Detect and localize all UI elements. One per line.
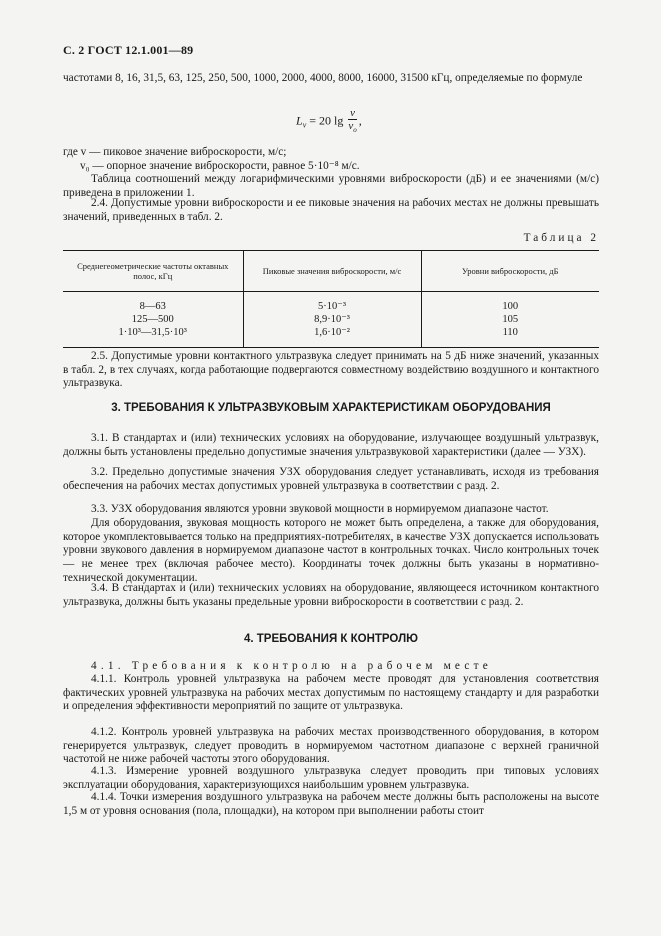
table-row — [63, 292, 599, 314]
table-cell: 125—500 — [131, 314, 174, 325]
table-row — [63, 313, 599, 326]
table-row — [63, 326, 599, 348]
para-4-1-4: 4.1.4. Точки измерения воздушного ультразвука на рабочем месте должны быть расположены на высоте 1,5 м от уровня основания (пола, площадки), на котором при выполнении работы стоит — [63, 791, 599, 817]
table-caption: Таблица 2 — [523, 232, 599, 244]
para-3-2: 3.2. Предельно допустимые значения УЗХ оборудования следует устанавливать, исходя из требования обеспечения на рабочих местах допустимых уровней ультразвука в соответствии с разд. 2. — [63, 466, 599, 492]
table-header-cell: Среднегеометрические частоты октавных полос, кГц — [63, 251, 243, 292]
para-4-1-1: 4.1.1. Контроль уровней ультразвука на рабочем месте проводят для установления соответствия фактических уровней ультразвука на рабочих местах допустимым по настоящему стандарту и для разработки и определения эффективности мероприятий по защите от ультразвука. — [63, 673, 599, 713]
table-header-cell: Пиковые значения виброскорости, м/с — [243, 251, 421, 292]
para-4-1-3: 4.1.3. Измерение уровней воздушного ультразвука следует проводить при типовых условиях эксплуатации оборудования, характеризующихся наибольшим уровнем ультразвука. — [63, 765, 599, 791]
table-2 — [63, 250, 599, 348]
table-cell: 8,9·10⁻³ — [243, 313, 421, 326]
para-4-1: 4.1. Требования к контролю на рабочем месте — [91, 660, 492, 672]
formula-lhs-sub: v — [302, 120, 307, 130]
def-v0: v₀ — опорное значение виброскорости, равное 5·10⁻⁸ м/с. — [80, 160, 360, 172]
table-cell: 100 — [421, 292, 599, 314]
formula-fraction — [348, 107, 356, 136]
para-3-3: 3.3. УЗХ оборудования являются уровни звуковой мощности в нормируемом диапазоне частот. — [91, 503, 549, 515]
table-header-cell: Уровни виброскорости, дБ — [421, 251, 599, 292]
table-header-row — [63, 251, 599, 292]
table-cell: 1·10³—31,5·10³ — [63, 326, 243, 348]
para-2-5: 2.5. Допустимые уровни контактного ультразвука следует принимать на 5 дБ ниже значений, указанных в табл. 2, в тех случаях, когда работающие подвергаются совместному воздействию воздушного и контактного ультразвука. — [63, 350, 599, 390]
section-3-heading: 3. ТРЕБОВАНИЯ К УЛЬТРАЗВУКОВЫМ ХАРАКТЕРИСТИКАМ ОБОРУДОВАНИЯ — [111, 402, 551, 414]
table-cell: 1,6·10⁻² — [243, 326, 421, 348]
formula-denominator: $v_o$ — [348, 120, 357, 135]
table-cell: 8—63 — [139, 301, 166, 312]
table-cell: 110 — [421, 326, 599, 348]
def-v: где v — пиковое значение виброскорости, м/с; — [63, 146, 287, 158]
table-cell: 5·10⁻³ — [243, 292, 421, 314]
formula — [296, 107, 362, 136]
para-4-1-2: 4.1.2. Контроль уровней ультразвука на рабочих местах производственного оборудования, в котором генерируется ультразвук, следует проводить в нормируемом частотном диапазоне с верхней граничной частотой не ниже рабочей частоты этого оборудования. — [63, 726, 599, 766]
page-header: С. 2 ГОСТ 12.1.001—89 — [63, 43, 194, 57]
para-3-4: 3.4. В стандартах и (или) технических условиях на оборудование, являющееся источником контактного ультразвука, должны быть указаны предельные уровни виброскорости в соответствии с разд. 2. — [63, 582, 599, 608]
formula-lhs: L — [296, 113, 303, 128]
para-3-3b: Для оборудования, звуковая мощность которого не может быть определена, а также для оборудования, которое укомплектовывается только на предприятиях-потребителях, в качестве УЗХ допускается использовать уровни звукового давления в нормируемом диапазоне частот в контрольных точках. Число контрольных точек — не менее трех (включая рабочее место). Координаты точек должны быть указаны в нормативно-технической документации. — [63, 517, 599, 584]
para-table-note: Таблица соотношений между логарифмическими уровнями виброскорости (дБ) и ее значениями (м/с) приведена в приложении 1. — [63, 173, 599, 199]
section-4-heading: 4. ТРЕБОВАНИЯ К КОНТРОЛЮ — [243, 633, 419, 645]
formula-tail: , — [358, 113, 362, 128]
formula-numerator: v — [350, 107, 355, 119]
intro-paragraph: частотами 8, 16, 31,5, 63, 125, 250, 500, 1000, 2000, 4000, 8000, 16000, 31500 кГц, определяемые по формуле — [63, 72, 583, 84]
para-2-4: 2.4. Допустимые уровни виброскорости и ее пиковые значения на рабочих местах не должны превышать значений, приведенных в табл. 2. — [63, 197, 599, 223]
table-cell: 105 — [421, 313, 599, 326]
formula-eq: = 20 lg — [309, 113, 344, 128]
para-3-1: 3.1. В стандартах и (или) технических условиях на оборудование, излучающее воздушный ультразвук, должны быть установлены предельно допустимые значения ультразвуковой характеристики (далее — УЗХ). — [63, 432, 599, 458]
